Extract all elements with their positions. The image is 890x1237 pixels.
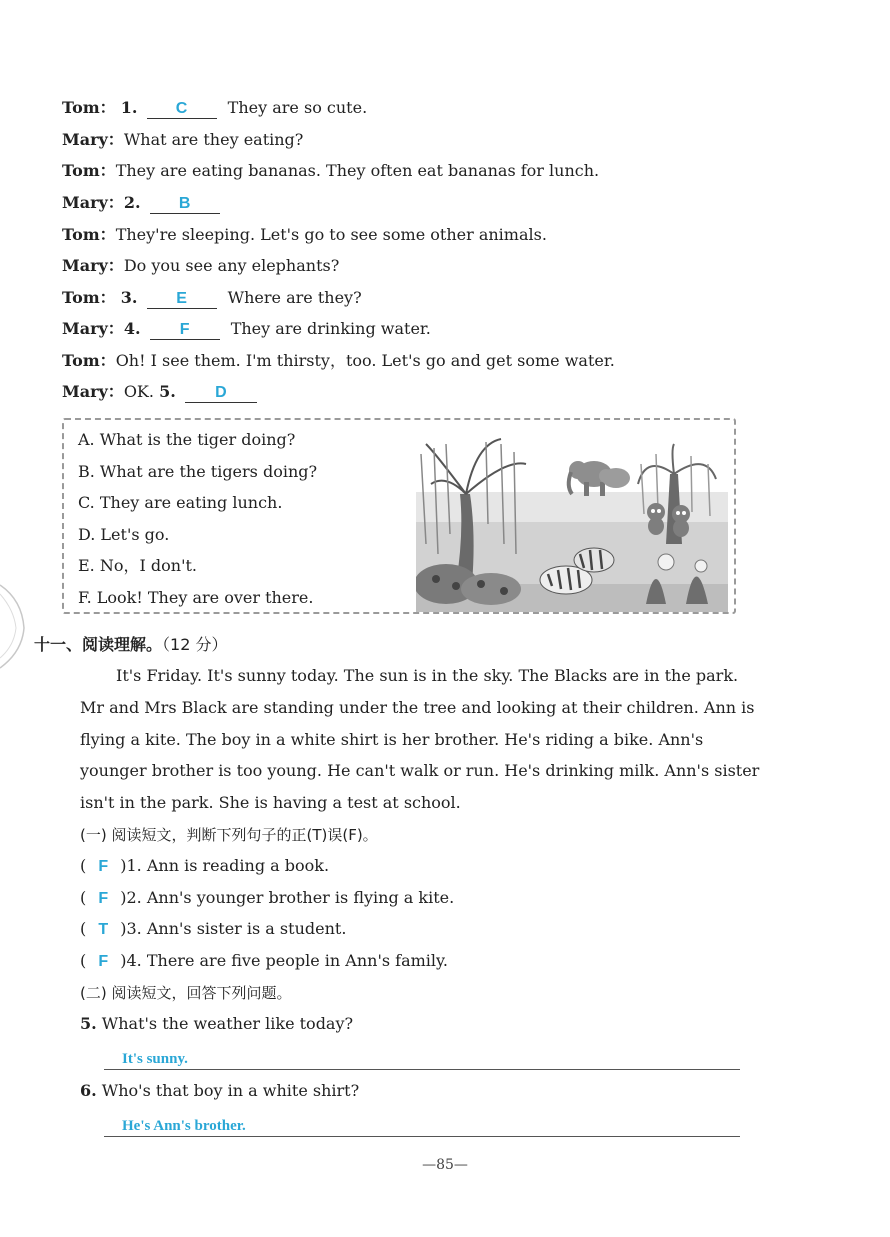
speaker: Tom： bbox=[62, 351, 116, 370]
option-f: F. Look! They are over there. bbox=[78, 588, 314, 607]
section-score: （12 分） bbox=[162, 635, 228, 654]
dialogue-line-2 bbox=[62, 130, 303, 150]
blank-number: 3. bbox=[120, 288, 138, 307]
tf-item-3: ( T )3. Ann's sister is a student. bbox=[80, 919, 347, 938]
speaker: Tom： bbox=[62, 288, 116, 307]
question-6 bbox=[80, 1081, 359, 1101]
answer-blank[interactable]: D bbox=[185, 384, 257, 403]
blank-number: 1. bbox=[120, 98, 138, 117]
answer-blank[interactable]: E bbox=[147, 290, 217, 309]
dialogue-text: Do you see any elephants? bbox=[123, 256, 340, 275]
passage-line-1: It's Friday. It's sunny today. The sun is in the sky. The Blacks are in the park. bbox=[116, 666, 739, 685]
tf-answer[interactable]: T bbox=[98, 921, 109, 938]
option-a: A. What is the tiger doing? bbox=[78, 430, 296, 449]
speaker: Tom： bbox=[62, 161, 116, 180]
tf-answer[interactable]: F bbox=[98, 858, 109, 875]
option-b: B. What are the tigers doing? bbox=[78, 462, 318, 481]
option-d: D. Let's go. bbox=[78, 525, 170, 544]
dialogue-line-8 bbox=[62, 319, 431, 340]
speaker: Tom： bbox=[62, 225, 116, 244]
tf-number: )3. bbox=[120, 919, 142, 938]
speaker: Mary： bbox=[62, 256, 124, 275]
answer-line-5[interactable]: It's sunny. bbox=[104, 1048, 740, 1070]
dialogue-text: They're sleeping. Let's go to see some other animals. bbox=[115, 225, 547, 244]
answer-line-6[interactable]: He's Ann's brother. bbox=[104, 1115, 740, 1137]
dialogue-text: They are eating bananas. They often eat bananas for lunch. bbox=[115, 161, 600, 180]
tf-text: Ann's sister is a student. bbox=[146, 919, 347, 938]
dialogue-text: They are so cute. bbox=[227, 98, 368, 117]
answer-blank[interactable]: C bbox=[147, 100, 217, 119]
dialogue-line-6 bbox=[62, 256, 339, 276]
answer-blank[interactable]: F bbox=[150, 321, 220, 340]
tf-text: Ann's younger brother is flying a kite. bbox=[146, 888, 455, 907]
part2-instruction: (二) 阅读短文，回答下列问题。 bbox=[80, 984, 292, 1002]
dialogue-line-7 bbox=[62, 288, 362, 309]
dialogue-text: OK. bbox=[123, 382, 154, 401]
part1-instruction: (一) 阅读短文，判断下列句子的正(T)误(F)。 bbox=[80, 826, 378, 844]
passage-line-4: younger brother is too young. He can't walk or run. He's drinking milk. Ann's sister bbox=[80, 761, 760, 780]
tf-answer[interactable]: F bbox=[98, 890, 109, 907]
section-title: 十一、阅读理解。 bbox=[34, 635, 163, 654]
dialogue-text: They are drinking water. bbox=[230, 319, 431, 338]
dialogue-line-9 bbox=[62, 351, 615, 371]
tf-item-2: ( F )2. Ann's younger brother is flying a kite. bbox=[80, 888, 455, 907]
tf-number: )2. bbox=[120, 888, 142, 907]
dialogue-line-1 bbox=[62, 98, 367, 119]
blank-number: 5. bbox=[159, 382, 176, 401]
option-c: C. They are eating lunch. bbox=[78, 493, 283, 512]
question-5 bbox=[80, 1014, 353, 1034]
passage-line-3: flying a kite. The boy in a white shirt is her brother. He's riding a bike. Ann's bbox=[80, 730, 704, 749]
dialogue-line-4 bbox=[62, 193, 226, 214]
tf-answer[interactable]: F bbox=[98, 953, 109, 970]
page-curl-decoration bbox=[0, 580, 30, 670]
speaker: Mary： bbox=[62, 193, 124, 212]
tf-item-4: ( F )4. There are five people in Ann's family. bbox=[80, 951, 449, 970]
question-text: Who's that boy in a white shirt? bbox=[101, 1081, 360, 1100]
speaker: Mary： bbox=[62, 319, 124, 338]
blank-number: 4. bbox=[123, 319, 141, 338]
page-number: —85— bbox=[422, 1157, 468, 1173]
speaker: Mary： bbox=[62, 130, 124, 149]
question-number: 5. bbox=[80, 1014, 97, 1033]
dialogue-text: Oh! I see them. I'm thirsty，too. Let's go and get some water. bbox=[115, 351, 615, 370]
options-box bbox=[62, 418, 736, 614]
option-e: E. No，I don't. bbox=[78, 556, 197, 575]
dialogue-line-5 bbox=[62, 225, 547, 245]
passage-line-2: Mr and Mrs Black are standing under the tree and looking at their children. Ann is bbox=[80, 698, 755, 717]
tf-text: There are five people in Ann's family. bbox=[146, 951, 449, 970]
zoo-illustration bbox=[416, 434, 728, 612]
dialogue-text: What are they eating? bbox=[123, 130, 304, 149]
passage-line-5: isn't in the park. She is having a test at school. bbox=[80, 793, 461, 812]
question-number: 6. bbox=[80, 1081, 97, 1100]
tf-item-1: ( F )1. Ann is reading a book. bbox=[80, 856, 330, 875]
section-heading bbox=[34, 634, 227, 656]
tf-text: Ann is reading a book. bbox=[146, 856, 330, 875]
dialogue-text: Where are they? bbox=[227, 288, 362, 307]
question-text: What's the weather like today? bbox=[101, 1014, 354, 1033]
blank-number: 2. bbox=[123, 193, 141, 212]
answer-blank[interactable]: B bbox=[150, 195, 220, 214]
dialogue-line-10 bbox=[62, 382, 263, 403]
speaker: Mary： bbox=[62, 382, 124, 401]
tf-number: )4. bbox=[120, 951, 142, 970]
speaker: Tom： bbox=[62, 98, 116, 117]
dialogue-line-3 bbox=[62, 161, 599, 181]
tf-number: )1. bbox=[120, 856, 142, 875]
